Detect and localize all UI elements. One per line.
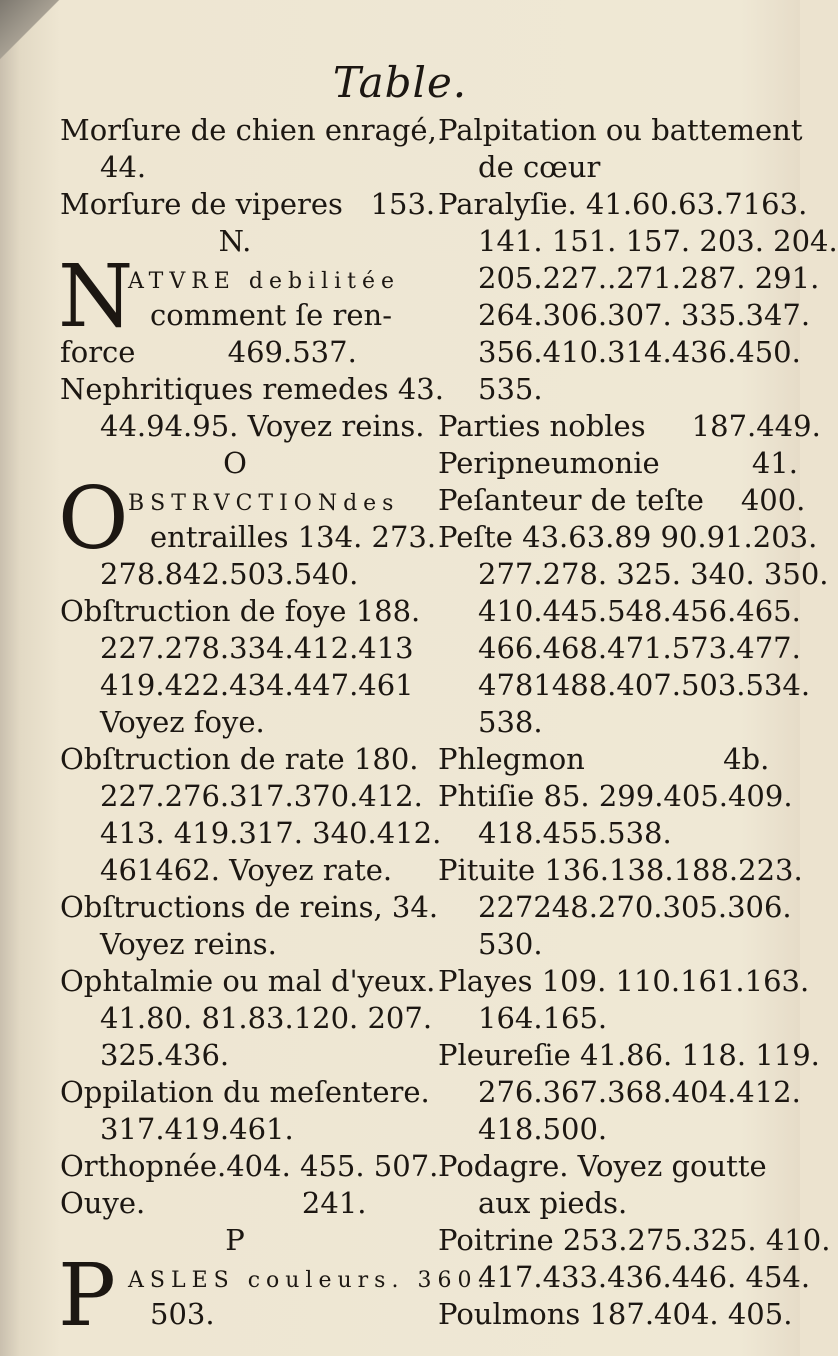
entry-continuation: 205.227..271.287. 291. <box>478 261 820 295</box>
index-entry: Paralyſie. 41.60.63.7163. <box>438 187 808 221</box>
entry-continuation: 44. <box>100 150 147 184</box>
entry-continuation: 41.80. 81.83.120. 207. <box>100 1001 433 1035</box>
index-entry: Pleureſie 41.86. 118. 119. <box>438 1038 820 1072</box>
section-letter: P <box>225 1223 245 1257</box>
entry-continuation: 227248.270.305.306. <box>478 890 792 924</box>
entry-continuation: 538. <box>478 705 543 739</box>
entry-continuation: 317.419.461. <box>100 1112 294 1146</box>
entry-continuation: 530. <box>478 927 543 961</box>
index-entry: Orthopnée.404. 455. 507. <box>60 1149 439 1183</box>
index-entry: Obſtruction de rate 180. <box>60 742 419 776</box>
index-entry: Morſure de chien enragé, <box>60 113 437 147</box>
section-letter: O <box>223 446 247 480</box>
index-entry: Phlegmon 4b. <box>438 742 770 776</box>
entry-continuation: 276.367.368.404.412. <box>478 1075 801 1109</box>
entry-continuation: entrailles 134. 273. <box>150 520 437 554</box>
index-entry: Poitrine 253.275.325. 410. <box>438 1223 831 1257</box>
entry-continuation: 278.842.503.540. <box>100 557 359 591</box>
index-entry: Parties nobles 187.449. <box>438 409 821 443</box>
index-entry: force 469.537. <box>60 335 357 369</box>
entry-continuation: aux pieds. <box>478 1186 628 1220</box>
entry-text: ASLES couleurs. 360. <box>128 1268 491 1293</box>
entry-continuation: 277.278. 325. 340. 350. <box>478 557 829 591</box>
index-entry: Obſtructions de reins, 34. <box>60 890 439 924</box>
running-head: Table. <box>332 58 468 107</box>
entry-continuation: Voyez reins. <box>100 927 277 961</box>
entry-continuation: 466.468.471.573.477. <box>478 631 801 665</box>
entry-continuation: 141. 151. 157. 203. 204. <box>478 224 838 258</box>
index-entry: Oppilation du meſentere. <box>60 1075 430 1109</box>
entry-continuation: 413. 419.317. 340.412. <box>100 816 442 850</box>
index-entry: Morſure de viperes 153. <box>60 187 436 221</box>
entry-text: ATVRE debilitée <box>128 269 401 294</box>
entry-continuation: 418.500. <box>478 1112 608 1146</box>
index-entry: Podagre. Voyez goutte <box>438 1149 767 1183</box>
index-entry: Obſtruction de foye 188. <box>60 594 421 628</box>
entry-continuation: 419.422.434.447.461 <box>100 668 414 702</box>
index-entry: Ouye. 241. <box>60 1186 367 1220</box>
entry-continuation: de cœur <box>478 150 601 184</box>
drop-initial: P <box>58 1246 116 1346</box>
entry-continuation: 227.278.334.412.413 <box>100 631 414 665</box>
entry-continuation: 227.276.317.370.412. <box>100 779 423 813</box>
index-entry: Pituite 136.138.188.223. <box>438 853 803 887</box>
index-entry: Playes 109. 110.161.163. <box>438 964 810 998</box>
entry-continuation: 417.433.436.446. 454. <box>478 1260 811 1294</box>
index-entry: Poulmons 187.404. 405. <box>438 1297 793 1331</box>
entry-text: BSTRVCTIONdes <box>128 491 400 516</box>
entry-continuation: 44.94.95. Voyez reins. <box>100 409 425 443</box>
drop-initial: N <box>58 247 134 347</box>
entry-continuation: 410.445.548.456.465. <box>478 594 801 628</box>
entry-continuation: 535. <box>478 372 543 406</box>
entry-continuation: 461462. Voyez rate. <box>100 853 393 887</box>
index-entry: Peripneumonie 41. <box>438 446 798 480</box>
entry-continuation: 503. <box>150 1297 215 1331</box>
left-column <box>58 112 491 1346</box>
entry-continuation: 264.306.307. 335.347. <box>478 298 811 332</box>
index-entry: Phtiſie 85. 299.405.409. <box>438 779 793 813</box>
drop-initial: O <box>58 469 129 569</box>
entry-continuation: 325.436. <box>100 1038 230 1072</box>
section-letter: N. <box>218 224 252 258</box>
entry-continuation: 418.455.538. <box>478 816 672 850</box>
entry-continuation: Voyez foye. <box>100 705 265 739</box>
index-entry: Peſte 43.63.89 90.91.203. <box>438 520 818 554</box>
right-column <box>438 112 838 1333</box>
entry-continuation: comment ſe ren- <box>150 298 393 332</box>
index-entry: Nephritiques remedes 43. <box>60 372 444 406</box>
index-entry: Palpitation ou battement <box>438 113 803 147</box>
entry-continuation: 356.410.314.436.450. <box>478 335 801 369</box>
index-entry: Peſanteur de teſte 400. <box>438 483 806 517</box>
entry-continuation: 164.165. <box>478 1001 608 1035</box>
entry-continuation: 4781488.407.503.534. <box>478 668 811 702</box>
index-entry: Ophtalmie ou mal d'yeux. <box>60 964 436 998</box>
